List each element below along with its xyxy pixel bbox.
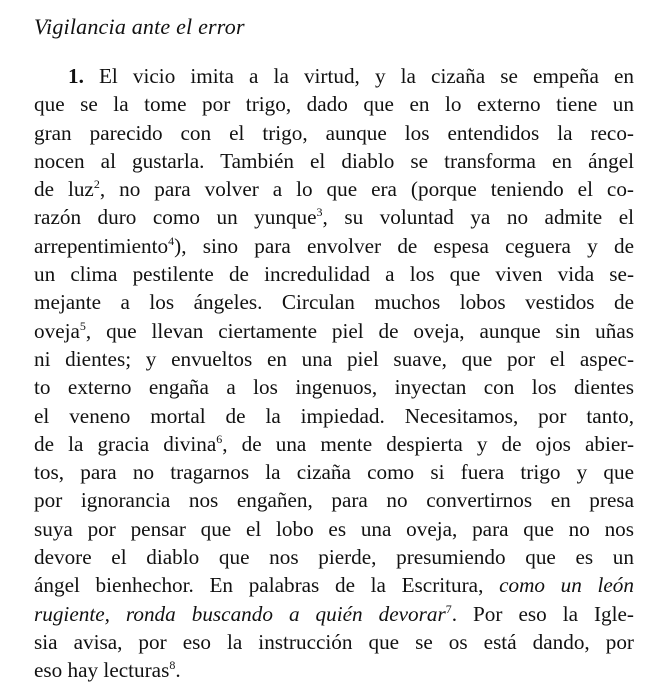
text-segment: gran parecido con el trigo, aunque los entendidos la reco- [34,120,634,145]
text-segment: , su voluntad ya no admite el [322,205,634,230]
footnote-marker: 2 [93,177,100,192]
text-line [34,458,634,486]
text-line [34,62,634,90]
text-segment: mejante a los ángeles. Circulan muchos lobos vestidos de [34,290,634,315]
text-line [34,260,634,288]
text-segment: de la gracia divina [34,431,217,456]
footnote-marker: 4 [168,233,175,248]
text-segment: por ignorancia nos engañen, para no convertirnos en presa [34,488,634,513]
text-segment: El vicio imita a la virtud, y la cizaña se empeña en [83,64,634,88]
text-line [34,628,634,656]
text-segment: nocen al gustarla. También el diablo se transforma en ángel [34,148,634,173]
italic-text: como un león [499,573,634,598]
text-line [34,402,634,430]
footnote-marker: 8 [169,658,176,673]
text-segment: un clima pestilente de incredulidad a los que viven vida se- [34,262,634,287]
text-line [34,288,634,316]
text-segment: razón duro como un yunque [34,205,317,230]
text-line [34,600,634,628]
text-segment: , que llevan ciertamente piel de oveja, aunque sin uñas [85,318,634,343]
text-segment: , de una mente despierta y de ojos abier- [222,431,634,456]
footnote-marker: 5 [79,318,86,333]
footnote-marker: 3 [316,205,323,220]
text-segment: sia avisa, por eso la instrucción que se os está dando, por [34,629,634,654]
text-line [34,147,634,175]
italic-text: rugiente, ronda buscando a quién devorar [34,601,446,626]
text-line [34,90,634,118]
text-segment: to externo engaña a los ingenuos, inyectan con los dientes [34,375,634,400]
text-line [34,430,634,458]
text-segment: el veneno mortal de la impiedad. Necesitamos, por tanto, [34,403,634,428]
text-line [34,232,634,260]
text-segment: ángel bienhechor. En palabras de la Escritura, [34,573,500,598]
text-line [34,175,634,203]
text-segment: que se la tome por trigo, dado que en lo externo tiene un [34,92,634,117]
text-segment: devore el diablo que nos pierde, presumiendo que es un [34,545,634,570]
text-line [34,373,634,401]
section-heading: Vigilancia ante el error [34,14,245,39]
footnote-marker: 6 [216,431,223,446]
text-segment: , no para volver a lo que era (porque teniendo el co- [99,177,634,202]
text-line [34,656,634,684]
text-line [34,345,634,373]
text-segment: oveja [34,318,80,343]
text-line [34,543,634,571]
text-line [34,119,634,147]
text-segment: tos, para no tragarnos la cizaña como si fuera trigo y que [34,460,634,485]
text-segment: ), sino para envolver de espesa ceguera y de [174,233,634,258]
text-segment: suya por pensar que el lobo es una oveja, para que no nos [34,516,634,541]
text-segment: . Por eso la Igle- [451,601,634,626]
text-line [34,571,634,599]
paragraph-number: 1. [68,64,84,88]
text-line [34,515,634,543]
text-line [34,486,634,514]
text-segment: eso hay lecturas [34,658,170,683]
text-segment: . [175,658,181,683]
footnote-marker: 7 [445,601,452,616]
text-line [34,317,634,345]
text-segment: arrepentimiento [34,233,169,258]
text-segment: de luz [34,177,94,202]
paragraph-body [34,62,634,685]
text-segment: ni dientes; y envueltos en una piel suave, que por el aspec- [34,346,634,371]
text-line [34,203,634,231]
